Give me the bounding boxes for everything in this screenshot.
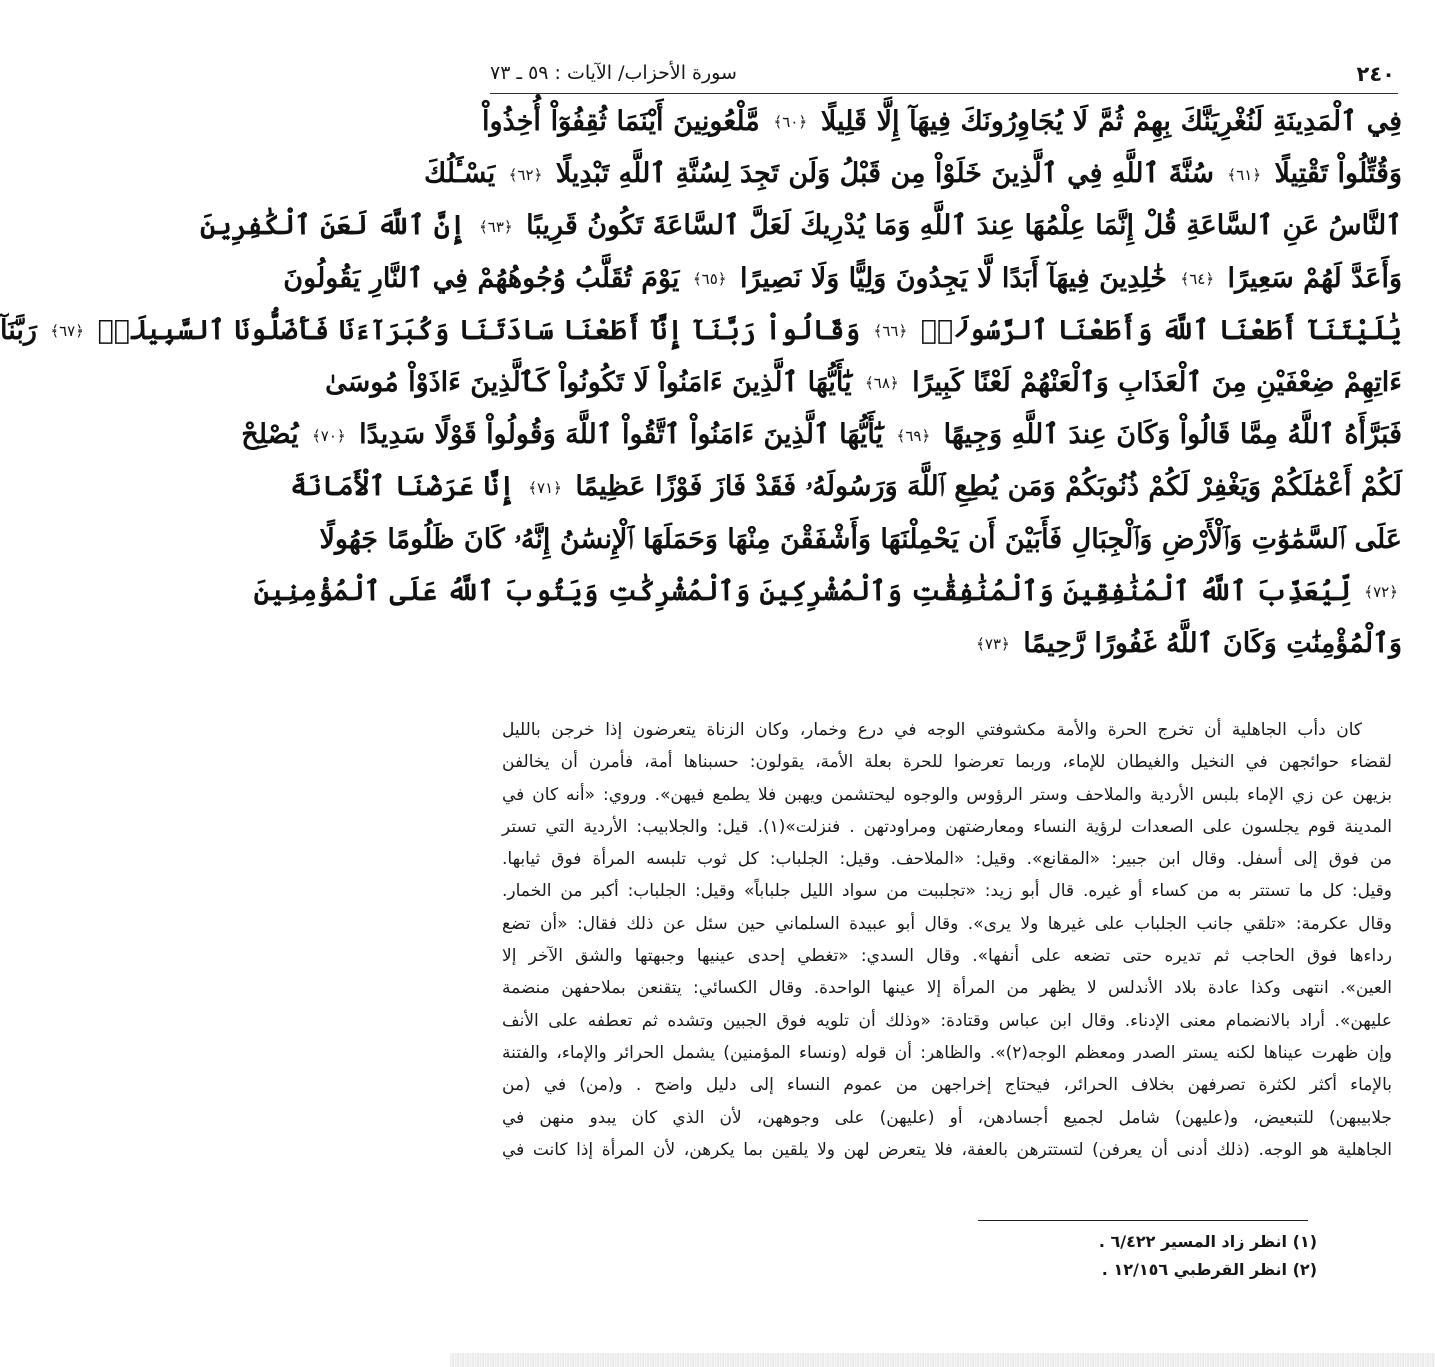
- quran-line: [325, 357, 1402, 409]
- commentary-line: العين». انتهى وكذا عادة بلاد الأندلس لا يظهر من المرأة إلا عينها الواحدة. وقال الكسائي: يتقنعن بملاحفهن منضمة: [502, 978, 1392, 999]
- verse-text: ٱلنَّاسُ عَنِ ٱلسَّاعَةِ قُلْ إِنَّمَا عِلْمُهَا عِندَ ٱللَّهِ وَمَا يُدْرِيكَ لَعَلَّ ٱلسَّاعَةَ تَكُونُ قَرِيبًا: [526, 210, 1402, 242]
- ayah-number: ﴿٦٤﴾: [1180, 269, 1215, 288]
- quran-line: [482, 96, 1402, 148]
- surah-reference: سورة الأحزاب/ الآيات : ٥٩ ـ ٧٣: [490, 62, 737, 84]
- quran-line: [283, 253, 1402, 305]
- ayah-number: ﴿٦٩﴾: [896, 426, 931, 445]
- quran-line: [241, 409, 1402, 461]
- verse-text: وَأَعَدَّ لَهُمْ سَعِيرًا: [1227, 262, 1402, 294]
- quran-verses: [0, 96, 1402, 670]
- verse-text: يُصْلِحْ: [241, 419, 299, 451]
- verse-text: يَٰٓأَيُّهَا ٱلَّذِينَ ءَامَنُواْ ٱتَّقُواْ ٱللَّهَ وَقُولُواْ قَوْلًا سَدِيدًا: [359, 419, 884, 451]
- commentary-line: من فوق إلى أسفل. وقال ابن جبير: «المقانع». وقيل: «الملاحف. وقيل: الجلباب: كل ثوب تلبسه المرأة فوق ثيابها.: [502, 849, 1392, 870]
- verse-text: عَلَى ٱلسَّمَٰوَٰتِ وَٱلْأَرْضِ وَٱلْجِبَالِ فَأَبَيْنَ أَن يَحْمِلْنَهَا وَأَشْفَقْنَ مِنْهَا وَحَمَلَهَا ٱلْإِنسَٰنُ إِنَّهُۥ كَانَ ظَلُومًا جَهُولًا: [319, 523, 1402, 555]
- ayah-number: ﴿٦٨﴾: [865, 374, 899, 393]
- commentary-line: لقضاء حوائجهن في النخيل والغيطان للإماء، وربما تعرضوا للحرة بعلة الأمة، يقولون: حسبناها أمة، فأمرن أن يخالفن: [502, 752, 1392, 773]
- ayah-number: ﴿٧١﴾: [528, 478, 562, 497]
- ayah-number: ﴿٦٥﴾: [692, 269, 727, 288]
- verse-text: مَّلْعُونِينَ أَيْنَمَا ثُقِفُوٓاْ أُخِذُواْ: [482, 106, 760, 137]
- ayah-number: ﴿٦٦﴾: [873, 322, 908, 341]
- footnote: (١) انظر زاد المسير ٦/٤٢٢ .: [1098, 1232, 1317, 1251]
- commentary-text: [502, 714, 1392, 1166]
- verse-text: يَوْمَ تُقَلَّبُ وُجُوهُهُمْ فِي ٱلنَّارِ يَقُولُونَ: [283, 262, 680, 294]
- quran-line: [253, 566, 1402, 618]
- commentary-line: بزيهن عن زي الإماء بلبس الأردية والملاحف وستر الرؤوس والوجوه ليحتشمن ويهبن فلا يطمع فيهن». وروي: «أنه كان في: [502, 784, 1392, 805]
- verse-text: فِي ٱلْمَدِينَةِ لَنُغْرِيَنَّكَ بِهِمْ ثُمَّ لَا يُجَاوِرُونَكَ فِيهَآ إِلَّا قَلِيلًا: [820, 106, 1402, 137]
- verse-text: وَقَالُواْ رَبَّنَآ إِنَّآ أَطَعْنَا سَادَتَنَا وَكُبَرَآءَنَا فَأَضَلُّونَا ٱلسَّبِيلَا۠: [97, 314, 861, 346]
- commentary-line: كان دأب الجاهلية أن تخرج الحرة والأمة مكشوفتي الوجه في درع وخمار، وكان الزناة يتعرضون إذا خرجن بالليل: [502, 720, 1362, 740]
- scan-edge-noise: [450, 1353, 1435, 1367]
- verse-text: إِنَّا عَرَضْنَا ٱلْأَمَانَةَ: [290, 471, 515, 503]
- verse-text: لَكُمْ أَعْمَٰلَكُمْ وَيَغْفِرْ لَكُمْ ذُنُوبَكُمْ وَمَن يُطِعِ ٱللَّهَ وَرَسُولَهُۥ فَقَدْ فَازَ فَوْزًا عَظِيمًا: [575, 471, 1402, 503]
- verse-text: خَٰلِدِينَ فِيهَآ أَبَدًا لَّا يَجِدُونَ وَلِيًّا وَلَا نَصِيرًا: [739, 262, 1167, 294]
- ayah-number: ﴿٦١﴾: [1227, 165, 1262, 184]
- commentary-line: المدينة قوم يجلسون على الصعدات لرؤية النساء ومعارضتهن ومراودتهن . فنزلت»(١). قيل: والجلابيب: الأردية التي تستر: [502, 816, 1392, 837]
- ayah-number: ﴿٧٣﴾: [976, 635, 1010, 654]
- commentary-line: عليهن». أراد بالانضمام معنى الإدناء. وقال ابن عباس وقتادة: «وذلك أن تلويه فوق الجبين وتشده ثم تعطفه على الأنف: [502, 1010, 1392, 1031]
- footnote-divider: [978, 1220, 1308, 1221]
- verse-text: رَبَّنَآ: [0, 314, 37, 346]
- page-number: ٢٤٠: [1356, 62, 1395, 86]
- quran-line: [319, 514, 1402, 566]
- ayah-number: ﴿٦٧﴾: [50, 322, 85, 341]
- verse-text: يَسْـَٔلُكَ: [424, 158, 496, 190]
- quran-line: [290, 461, 1402, 513]
- quran-line: [200, 200, 1402, 252]
- ayah-number: ﴿٧٢﴾: [1364, 583, 1398, 602]
- verse-text: وَٱلْمُؤْمِنَٰتِ وَكَانَ ٱللَّهُ غَفُورًا رَّحِيمًا: [1023, 627, 1402, 659]
- header-divider: [490, 93, 1398, 94]
- ayah-number: ﴿٦٣﴾: [478, 217, 513, 236]
- commentary-line: وإن ظهرت عيناها لكنه يستر الصدر ومعظم الوجه(٢)». والظاهر: أن قوله (ونساء المؤمنين) يشمل الحرائر والإماء، والفتنة: [502, 1042, 1393, 1063]
- verse-text: سُنَّةَ ٱللَّهِ فِي ٱلَّذِينَ خَلَوْاْ مِن قَبْلُ وَلَن تَجِدَ لِسُنَّةِ ٱللَّهِ تَبْدِيلًا: [555, 158, 1214, 190]
- commentary-line: جلابيبهن) للتبعيض، و(عليهن) شامل لجميع أجسادهن، أو (عليهن) على وجوههن، لأن الذي كان يبدو منهن في: [502, 1107, 1392, 1128]
- commentary-line: بالإماء أكثر لكثرة تصرفهن بخلاف الحرائر، فيحتاج إخراجهن من عموم النساء إلى دليل واضح . و(من) في (من: [502, 1075, 1392, 1096]
- commentary-line: وقيل: كل ما تستتر به من كساء أو غيره. قال أبو زيد: «تجلببت من سواد الليل جلباباً» وقيل: الجلباب: أكبر من الخمار.: [502, 881, 1392, 902]
- quran-line: [424, 148, 1402, 200]
- page-header: [490, 62, 1395, 90]
- commentary-line: الجاهلية هو الوجه. (ذلك أدنى أن يعرفن) لتستترهن بالعفة، فلا يتعرض لهن ولا يلقين بما يكرهن، لأن المرأة إذا كانت في: [502, 1139, 1392, 1160]
- quran-line: [482, 618, 1402, 670]
- quran-line: [0, 305, 1402, 357]
- verse-text: فَبَرَّأَهُ ٱللَّهُ مِمَّا قَالُواْ وَكَانَ عِندَ ٱللَّهِ وَجِيهًا: [943, 419, 1402, 451]
- ayah-number: ﴿٦٢﴾: [508, 165, 543, 184]
- verse-text: يَٰلَيْتَنَآ أَطَعْنَا ٱللَّهَ وَأَطَعْنَا ٱلرَّسُولَا۠: [920, 314, 1402, 346]
- verse-text: ءَاتِهِمْ ضِعْفَيْنِ مِنَ ٱلْعَذَابِ وَٱلْعَنْهُمْ لَعْنًا كَبِيرًا: [912, 366, 1402, 398]
- ayah-number: ﴿٦٠﴾: [773, 113, 808, 132]
- ayah-number: ﴿٧٠﴾: [312, 426, 346, 445]
- footnotes: [987, 1228, 1317, 1284]
- verse-text: يَٰٓأَيُّهَا ٱلَّذِينَ ءَامَنُواْ لَا تَكُونُواْ كَٱلَّذِينَ ءَاذَوْاْ مُوسَىٰ: [325, 366, 852, 398]
- verse-text: لِّيُعَذِّبَ ٱللَّهُ ٱلْمُنَٰفِقِينَ وَٱلْمُنَٰفِقَٰتِ وَٱلْمُشْرِكِينَ وَٱلْمُشْرِكَٰتِ وَيَتُوبَ ٱللَّهُ عَلَى ٱلْمُؤْمِنِينَ: [253, 575, 1351, 607]
- commentary-line: وقال عكرمة: «تلقي جانب الجلباب على غيرها ولا يرى». وقال أبو عبيدة السلماني حين سئل عن ذلك فقال: «أن تضع: [502, 913, 1392, 934]
- verse-text: وَقُتِّلُواْ تَقْتِيلًا: [1274, 158, 1402, 190]
- commentary-line: رداءها فوق الحاجب ثم تديره حتى تضعه على أنفها». وقال السدي: «تغطي إحدى عينيها وجبهتها والشق الآخر إلا: [502, 946, 1392, 967]
- verse-text: إِنَّ ٱللَّهَ لَعَنَ ٱلْكَٰفِرِينَ: [200, 210, 466, 242]
- footnote: (٢) انظر القرطبي ١٢/١٥٦ .: [1101, 1260, 1317, 1279]
